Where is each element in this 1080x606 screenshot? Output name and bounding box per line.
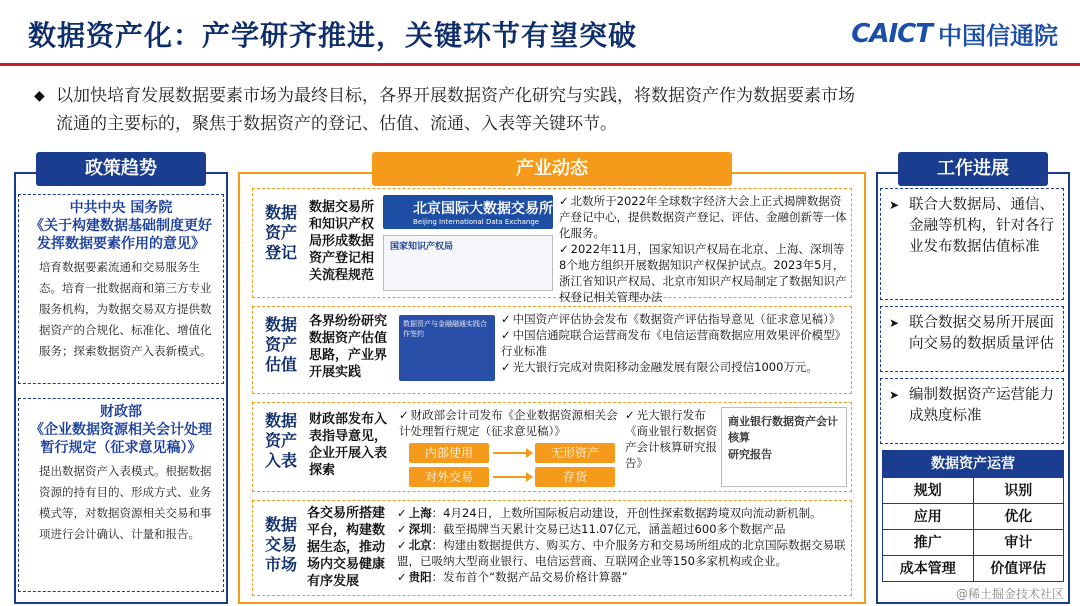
exchange-name-en: Beijing International Data Exchange	[413, 218, 540, 226]
triangle-bullet-icon: ➤	[889, 388, 900, 402]
progress-column	[876, 158, 1070, 604]
triangle-bullet-icon: ➤	[889, 316, 900, 330]
progress-item-3: ➤ 编制数据资产运营能力成熟度标准	[880, 378, 1064, 444]
section-label: 数据交易市场	[264, 515, 297, 574]
section-item-mof: ✓ 财政部会计司发布《企业数据资源相关会计处理暂行规定（征求意见稿）》	[399, 408, 618, 438]
intro-text	[34, 82, 1036, 138]
grid-cell: 成本管理	[883, 555, 973, 581]
tag-internal-use: 内部使用	[409, 443, 489, 463]
intro-line-2: 流通的主要标的，聚焦于数据资产的登记、估值、流通、入表等关键环节。	[56, 114, 617, 134]
list-item: ✓ 深圳：截至揭牌当天累计交易已达11.07亿元，涵盖超过600多个数据产品	[397, 522, 786, 536]
grid-row	[883, 503, 1063, 529]
section-label: 数据资产登记	[264, 203, 297, 262]
policy-card-2	[18, 398, 224, 592]
report-title: 商业银行数据资产会计核算	[728, 415, 838, 444]
section-label: 数据资产入表	[264, 411, 297, 470]
policy-issuer: 财政部	[100, 404, 142, 420]
list-item: ✓ 中国资产评估协会发布《数据资产评估指导意见（征求意见稿）》	[501, 312, 841, 326]
section-desc: 各界纷纷研究数据资产估值思路，产业界开展实践	[309, 314, 388, 380]
list-item: ✓ 2022年11月，国家知识产权局在北京、上海、深圳等8个地方组织开展数据知识产权保护试点。2023年5月，浙江省知识产权局、北京市知识产权局制定了数据知识产权登记相关管理办法	[559, 242, 847, 304]
arrow-icon	[493, 476, 527, 478]
policy-title: 《关于构建数据基础制度更好发挥数据要素作用的意见》	[30, 218, 212, 252]
list-item: ✓ 北京：构建由数据提供方、购买方、中介服务方和交易场所组成的北京国际数据交易联盟，已吸纳大型商业银行、电信运营商、互联网企业等150多家机构或企业。	[397, 538, 846, 568]
caict-logo	[851, 16, 1058, 51]
policy-body: 提出数据资产入表模式。根据数据资源的持有目的、形成方式、业务模式等，对数据资源相关交易和事项进行会计确认、计量和报告。	[39, 464, 212, 541]
policy-title: 《企业数据资源相关会计处理暂行规定（征求意见稿）》	[30, 422, 212, 456]
watermark: @稀土掘金技术社区	[955, 587, 1064, 601]
section-valuation	[252, 306, 852, 394]
industry-column	[238, 158, 866, 604]
grid-cell: 规划	[883, 477, 973, 503]
grid-cell: 审计	[973, 529, 1064, 555]
tag-inventory: 存货	[535, 467, 615, 487]
signing-event-caption: 数据资产与金融融通实践合作签约	[403, 320, 487, 338]
grid-row	[883, 529, 1063, 555]
triangle-bullet-icon: ➤	[889, 198, 900, 212]
grid-cell: 优化	[973, 503, 1064, 529]
ip-office-screenshot	[383, 235, 553, 291]
signing-event-image	[399, 315, 495, 381]
exchange-name: 北京国际大数据交易所	[413, 201, 553, 217]
section-desc: 数据交易所和知识产权局形成数据资产登记相关流程规范	[309, 200, 375, 283]
logo-en: CAICT	[851, 18, 932, 49]
ip-office-name: 国家知识产权局	[390, 242, 454, 252]
report-subtitle: 研究报告	[728, 448, 772, 461]
section-items	[559, 193, 849, 305]
grid-title: 数据资产运营	[883, 451, 1063, 477]
policy-card-1	[18, 194, 224, 384]
section-items	[501, 311, 851, 375]
policy-issuer: 中共中央 国务院	[69, 200, 173, 216]
section-desc: 财政部发布入表指导意见，企业开展入表探索	[309, 412, 388, 478]
page-title: 数据资产化：产学研齐推进，关键环节有望突破	[28, 19, 638, 52]
progress-item-2: ➤ 联合数据交易所开展面向交易的数据质量评估	[880, 306, 1064, 372]
operations-grid	[882, 450, 1064, 582]
section-trading-market	[252, 500, 852, 596]
logo-cn: 中国信通院	[938, 22, 1058, 50]
section-registration	[252, 188, 852, 304]
tag-intangible-asset: 无形资产	[535, 443, 615, 463]
section-label: 数据资产估值	[264, 315, 297, 374]
list-item: ✓ 中国信通院联合运营商发布《电信运营商数据应用效果评价模型》行业标准	[501, 328, 847, 358]
policy-heading: 政策趋势	[36, 152, 206, 186]
list-item: ✓ 上海：4月24日，上数所国际板启动建设，开创性探索数据跨境双向流动新机制。	[397, 506, 822, 520]
header	[0, 0, 1080, 66]
grid-cell: 应用	[883, 503, 973, 529]
tag-external-trade: 对外交易	[409, 467, 489, 487]
list-item: ✓ 光大银行完成对贵阳移动金融发展有限公司授信1000万元。	[501, 360, 818, 374]
grid-cell: 识别	[973, 477, 1064, 503]
grid-row	[883, 477, 1063, 503]
report-cover-image	[721, 407, 847, 487]
policy-body: 培育数据要素流通和交易服务生态。培育一批数据商和第三方专业服务机构，为数据交易双方提供数据资产的合规化、标准化、增值化服务；探索数据资产入表新模式。	[39, 260, 212, 358]
grid-cell: 推广	[883, 529, 973, 555]
diamond-bullet-icon: ◆	[34, 88, 45, 104]
exchange-logo-image	[383, 195, 553, 229]
grid-row	[883, 555, 1063, 581]
section-items	[397, 505, 849, 585]
list-item: ✓ 北数所于2022年全球数字经济大会上正式揭牌数据资产登记中心，提供数据资产登记、评估、金融创新等一体化服务。	[559, 194, 847, 240]
industry-heading: 产业动态	[372, 152, 732, 186]
section-item-ceb: ✓ 光大银行发布《商业银行数据资产会计核算研究报告》	[625, 408, 717, 470]
section-on-balance-sheet	[252, 402, 852, 492]
progress-item-1: ➤ 联合大数据局、通信、金融等机构，针对各行业发布数据估值标准	[880, 188, 1064, 300]
list-item: ✓ 贵阳：发布首个“数据产品交易价格计算器”	[397, 570, 628, 584]
intro-line-1: 以加快培育发展数据要素市场为最终目标，各界开展数据资产化研究与实践，将数据资产作为数据要素市场	[56, 86, 855, 106]
arrow-icon	[493, 452, 527, 454]
grid-cell: 价值评估	[973, 555, 1064, 581]
policy-column	[14, 158, 228, 604]
section-desc: 各交易所搭建平台，构建数据生态，推动场内交易健康有序发展	[307, 506, 386, 589]
progress-heading: 工作进展	[898, 152, 1048, 186]
